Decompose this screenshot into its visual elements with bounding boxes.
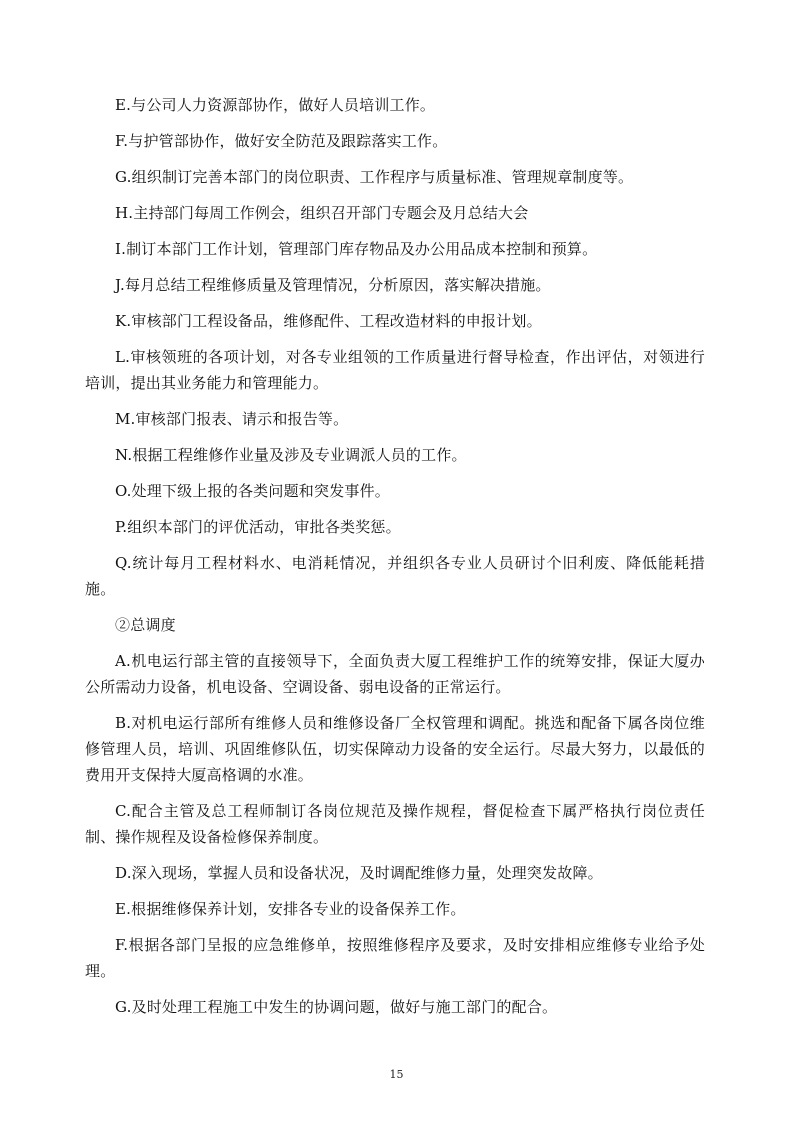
paragraph-l-supervision: L.审核领班的各项计划，对各专业组领的工作质量进行督导检查，作出评估，对领进行培训，提出其业务能力和管理能力。 [85, 348, 705, 392]
document-body [85, 92, 705, 1020]
paragraph-e-maintenance-plan: E.根据维修保养计划，安排各专业的设备保养工作。 [115, 900, 466, 918]
paragraph-q-energy: Q.统计每月工程材料水、电消耗情况，并组织各专业人员研讨个旧利废、降低能耗措施。 [85, 554, 705, 598]
paragraph-c-procedures: C.配合主管及总工程师制订各岗位规范及操作规程，督促检查下属严格执行岗位责任制、操作规程及设备检修保养制度。 [85, 802, 705, 846]
paragraph-e-hr-collab: E.与公司人力资源部协作，做好人员培训工作。 [115, 96, 436, 114]
paragraph-p-evaluation: P.组织本部门的评优活动，审批各类奖惩。 [115, 518, 401, 536]
paragraph-i-work-plan: I.制订本部门工作计划，管理部门库存物品及办公用品成本控制和预算。 [115, 240, 598, 258]
paragraph-h-meetings: H.主持部门每周工作例会，组织召开部门专题会及月总结大会 [115, 204, 529, 222]
paragraph-d-onsite: D.深入现场，掌握人员和设备状况，及时调配维修力量，处理突发故障。 [115, 864, 603, 882]
page-number: 15 [389, 1068, 404, 1081]
paragraph-a-overall: A.机电运行部主管的直接领导下，全面负责大厦工程维护工作的统筹安排，保证大厦办公所需动力设备，机电设备、空调设备、弱电设备的正常运行。 [85, 652, 705, 696]
paragraph-b-staff-management: B.对机电运行部所有维修人员和维修设备厂全权管理和调配。挑选和配备下属各岗位维修管理人员，培训、巩固维修队伍，切实保障动力设备的安全运行。尽最大努力，以最低的费用开支保持大厦高格调的水准。 [85, 714, 705, 784]
paragraph-f-security-collab: F.与护管部协作，做好安全防范及跟踪落实工作。 [115, 132, 448, 150]
section-heading-dispatcher: ②总调度 [115, 616, 176, 634]
paragraph-g-coordination: G.及时处理工程施工中发生的协调问题，做好与施工部门的配合。 [115, 998, 558, 1016]
paragraph-f-emergency-repair: F.根据各部门呈报的应急维修单，按照维修程序及要求，及时安排相应维修专业给予处理。 [85, 936, 705, 980]
paragraph-n-dispatch: N.根据工程维修作业量及涉及专业调派人员的工作。 [115, 446, 467, 464]
paragraph-o-incidents: O.处理下级上报的各类问题和突发事件。 [115, 482, 390, 500]
paragraph-m-reports: M.审核部门报表、请示和报告等。 [115, 410, 349, 428]
paragraph-g-rules: G.组织制订完善本部门的岗位职责、工作程序与质量标准、管理规章制度等。 [115, 168, 634, 186]
paragraph-j-monthly-summary: J.每月总结工程维修质量及管理情况，分析原因，落实解决措施。 [115, 276, 551, 294]
paragraph-k-material-plan: K.审核部门工程设备品，维修配件、工程改造材料的申报计划。 [115, 312, 542, 330]
